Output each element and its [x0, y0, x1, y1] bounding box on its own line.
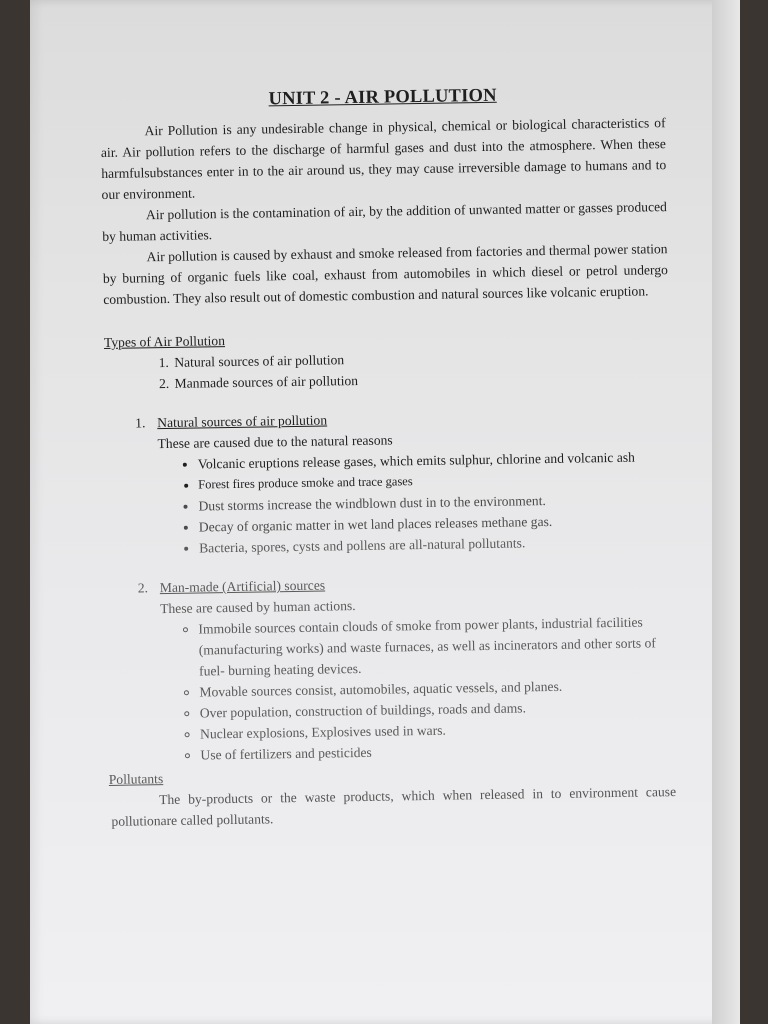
pollutants-text: The by-products or the waste products, which when released in to environment cause pollutionare called pollutants. — [111, 784, 677, 829]
types-heading: Types of Air Pollution — [103, 333, 226, 350]
list-item: ◦ Nuclear explosions, Explosives used in wars. — [200, 716, 675, 744]
section-number: 2. — [137, 580, 149, 596]
list-item: • Dust storms increase the windblown dust in to the environment. — [198, 488, 671, 516]
intro-paragraph-3: Air pollution is caused by exhaust and smoke released from factories and thermal power station by burning of organic fuels like coal, exhaust from automobiles in which diesel or petrol undergo combustion. They also result out of domestic combustion and natural sources like volcanic eruption. — [102, 241, 668, 307]
document-page — [30, 0, 740, 1024]
list-item: • Volcanic eruptions release gases, which emits sulphur, chlorine and volcanic ash — [198, 446, 671, 474]
section-number: 1. — [135, 415, 146, 431]
list-item: ◦ Immobile sources contain clouds of smoke from power plants, industrial facilities (manufacturing works) and waste furnaces, as well as incinerators and other sorts of fuel- burning heating devices. — [198, 611, 674, 681]
intro-paragraph-1: Air Pollution is any undesirable change in physical, chemical or biological characteristics of air. Air pollution refers to the discharge of harmful gases and dust into the atmosphere. When these harmfulsubstances enter in to the air around us, they may cause irreversible damage to humans and to our environment. — [100, 115, 667, 202]
natural-sources-list — [106, 446, 673, 560]
section-title: Natural sources of air pollution — [157, 412, 328, 431]
pollutants-heading: Pollutants — [108, 771, 164, 787]
list-item: • Decay of organic matter in wet land places releases methane gas. — [199, 509, 672, 537]
manmade-sources-list — [108, 611, 675, 767]
types-list — [104, 344, 670, 395]
list-item: ◦ Over population, construction of buildings, roads and dams. — [200, 695, 675, 723]
page-title: UNIT 2 - AIR POLLUTION — [268, 85, 497, 110]
document-content — [100, 83, 677, 832]
list-item: ◦ Movable sources consist, automobiles, aquatic vessels, and planes. — [199, 674, 674, 702]
types-list-item: 1. Natural sources of air pollution — [172, 344, 669, 373]
list-item: ◦ Use of fertilizers and pesticides — [200, 737, 675, 765]
list-item: • Forest fires produce smoke and trace gases — [198, 467, 671, 495]
types-list-item: 2. Manmade sources of air pollution — [172, 365, 669, 394]
intro-paragraph-2: Air pollution is the contamination of air, by the addition of unwanted matter or gasses produced by human activities. — [102, 199, 667, 244]
section-title: Man-made (Artificial) sources — [159, 577, 326, 596]
manmade-sources-intro: These are caused by human actions. — [160, 598, 356, 617]
page-edge — [712, 0, 740, 1024]
list-item: • Bacteria, spores, cysts and pollens are all-natural pollutants. — [199, 530, 672, 558]
natural-sources-intro: These are caused due to the natural reasons — [157, 432, 393, 452]
